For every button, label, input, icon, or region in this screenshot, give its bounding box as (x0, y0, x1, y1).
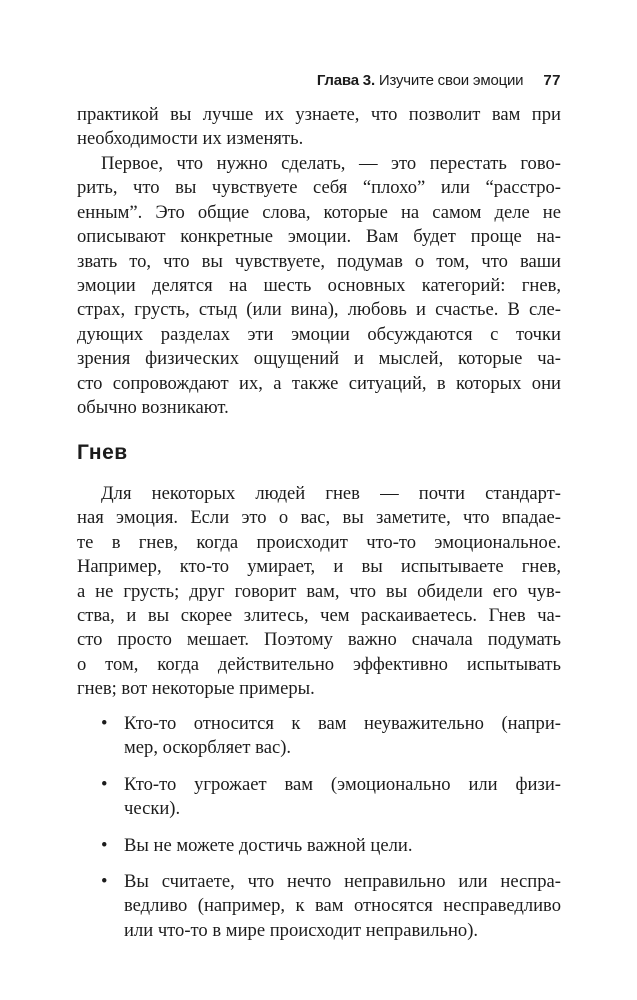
text-line: Вы не можете достичь важной цели. (124, 834, 413, 856)
list-item (77, 712, 561, 761)
list-item (77, 870, 561, 943)
text-line: Первое, что нужно сделать, — это перестать гово- (101, 153, 561, 174)
section-heading: Гнев (77, 441, 128, 464)
text-line: ведливо (например, к вам относятся несправедливо (124, 895, 561, 917)
paragraph-emotion-categories (77, 152, 561, 420)
paragraph-anger-intro (77, 482, 561, 702)
chapter-number: Глава 3. (316, 72, 375, 89)
text-line: те в гнев, когда происходит что-то эмоциональное. (77, 531, 561, 553)
text-line: рить, что вы чувствуете себя “плохо” или “расстро- (77, 177, 561, 199)
text-line: практикой вы лучше их узнаете, что позволит вам при (77, 104, 561, 125)
text-line: Вы считаете, что нечто неправильно или неспра- (124, 871, 561, 893)
text-line: гнев; вот некоторые примеры. (77, 678, 315, 700)
list-item (77, 773, 561, 822)
text-line: звать то, что вы чувствуете, подумав о том, что ваши (77, 250, 561, 272)
text-line: зрения физических ощущений и мыслей, которые ча- (77, 348, 561, 370)
text-line: ная эмоция. Если это о вас, вы заметите, что впадае- (77, 507, 561, 529)
text-line: необходимости их изменять. (77, 128, 304, 150)
text-line: сто просто мешает. Поэтому важно сначала подумать (77, 629, 561, 651)
text-line: обычно возникают. (77, 397, 229, 419)
text-line: ства, и вы скорее злитесь, чем раскаиваетесь. Гнев ча- (77, 605, 561, 627)
bullet-mark: • (101, 834, 108, 856)
text-line: или что-то в мире происходит неправильно). (124, 919, 479, 941)
text-line: чески). (124, 798, 181, 820)
text-line: страх, грусть, стыд (или вина), любовь и счастье. В сле- (77, 299, 561, 321)
text-line: енным”. Это общие слова, которые на самом деле не (77, 201, 561, 223)
chapter-title: Изучите свои эмоции (378, 72, 524, 89)
text-line: а не грусть; друг говорит вам, что вы обидели его чув- (77, 580, 561, 602)
text-line: о том, когда действительно эффективно испытывать (77, 653, 561, 675)
text-line: дующих разделах эти эмоции обсуждаются с точки (77, 323, 561, 345)
bullet-mark: • (101, 871, 108, 893)
list-item (77, 834, 561, 858)
text-line: эмоции делятся на шесть основных категорий: гнев, (77, 275, 561, 297)
text-line: описывают конкретные эмоции. Вам будет проще на- (77, 226, 561, 248)
text-line: мер, оскорбляет вас). (124, 737, 292, 759)
paragraph-continuation (77, 103, 561, 152)
text-line: Например, кто-то умирает, и вы испытываете гнев, (77, 556, 561, 578)
text-line: Для некоторых людей гнев — почти стандарт- (101, 483, 561, 504)
text-line: Кто-то относится к вам неуважительно (напри- (124, 713, 561, 734)
running-head (317, 72, 561, 89)
bullet-list (77, 712, 561, 955)
bullet-mark: • (101, 713, 108, 734)
text-line: Кто-то угрожает вам (эмоционально или физи- (124, 773, 561, 795)
text-line: сто сопровождают их, а также ситуаций, в которых они (77, 372, 561, 394)
page-number: 77 (543, 72, 561, 89)
bullet-mark: • (101, 773, 108, 795)
